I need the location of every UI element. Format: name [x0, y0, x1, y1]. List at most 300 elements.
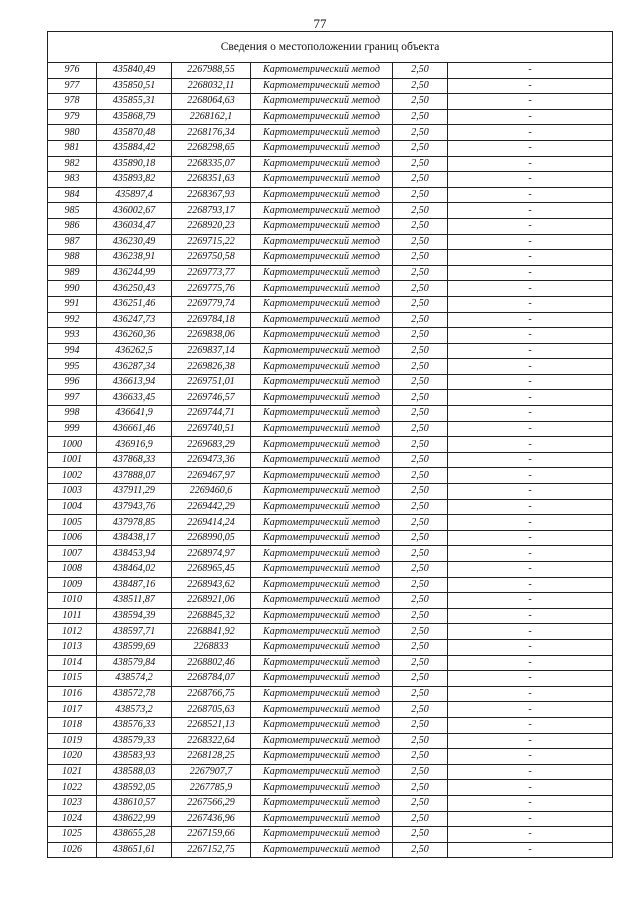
note-cell: - [448, 764, 613, 780]
y-coordinate-cell: 2268793,17 [172, 203, 251, 219]
accuracy-cell: 2,50 [393, 437, 448, 453]
table-row [48, 795, 613, 811]
table-row [48, 312, 613, 328]
note-cell: - [448, 515, 613, 531]
table-row [48, 686, 613, 702]
accuracy-cell: 2,50 [393, 702, 448, 718]
table-title: Сведения о местоположении границ объекта [48, 32, 613, 63]
method-cell: Картометрический метод [251, 374, 393, 390]
x-coordinate-cell: 436230,49 [97, 234, 172, 250]
table-row [48, 515, 613, 531]
x-coordinate-cell: 436613,94 [97, 374, 172, 390]
y-coordinate-cell: 2269837,14 [172, 343, 251, 359]
accuracy-cell: 2,50 [393, 733, 448, 749]
table-row [48, 717, 613, 733]
x-coordinate-cell: 436034,47 [97, 218, 172, 234]
point-number-cell: 979 [48, 109, 97, 125]
note-cell: - [448, 125, 613, 141]
table-row [48, 328, 613, 344]
note-cell: - [448, 359, 613, 375]
accuracy-cell: 2,50 [393, 94, 448, 110]
method-cell: Картометрический метод [251, 468, 393, 484]
accuracy-cell: 2,50 [393, 109, 448, 125]
note-cell: - [448, 780, 613, 796]
table-row [48, 546, 613, 562]
note-cell: - [448, 671, 613, 687]
note-cell: - [448, 312, 613, 328]
method-cell: Картометрический метод [251, 406, 393, 422]
note-cell: - [448, 218, 613, 234]
y-coordinate-cell: 2269838,06 [172, 328, 251, 344]
method-cell: Картометрический метод [251, 842, 393, 858]
accuracy-cell: 2,50 [393, 140, 448, 156]
table-header-row [48, 32, 613, 63]
y-coordinate-cell: 2268176,34 [172, 125, 251, 141]
note-cell: - [448, 172, 613, 188]
method-cell: Картометрический метод [251, 639, 393, 655]
point-number-cell: 1024 [48, 811, 97, 827]
accuracy-cell: 2,50 [393, 234, 448, 250]
x-coordinate-cell: 436661,46 [97, 421, 172, 437]
x-coordinate-cell: 436633,45 [97, 390, 172, 406]
x-coordinate-cell: 436244,99 [97, 265, 172, 281]
y-coordinate-cell: 2268845,32 [172, 608, 251, 624]
method-cell: Картометрический метод [251, 296, 393, 312]
accuracy-cell: 2,50 [393, 452, 448, 468]
method-cell: Картометрический метод [251, 546, 393, 562]
point-number-cell: 980 [48, 125, 97, 141]
y-coordinate-cell: 2269473,36 [172, 452, 251, 468]
note-cell: - [448, 655, 613, 671]
x-coordinate-cell: 435884,42 [97, 140, 172, 156]
note-cell: - [448, 811, 613, 827]
y-coordinate-cell: 2267785,9 [172, 780, 251, 796]
table-row [48, 156, 613, 172]
point-number-cell: 1002 [48, 468, 97, 484]
note-cell: - [448, 78, 613, 94]
point-number-cell: 1008 [48, 562, 97, 578]
x-coordinate-cell: 436251,46 [97, 296, 172, 312]
note-cell: - [448, 717, 613, 733]
accuracy-cell: 2,50 [393, 577, 448, 593]
boundary-coordinates-table [47, 31, 613, 858]
table-row [48, 63, 613, 79]
point-number-cell: 998 [48, 406, 97, 422]
note-cell: - [448, 406, 613, 422]
accuracy-cell: 2,50 [393, 390, 448, 406]
x-coordinate-cell: 436287,34 [97, 359, 172, 375]
note-cell: - [448, 749, 613, 765]
point-number-cell: 976 [48, 63, 97, 79]
note-cell: - [448, 795, 613, 811]
table-row [48, 764, 613, 780]
y-coordinate-cell: 2268965,45 [172, 562, 251, 578]
method-cell: Картометрический метод [251, 671, 393, 687]
accuracy-cell: 2,50 [393, 842, 448, 858]
method-cell: Картометрический метод [251, 733, 393, 749]
method-cell: Картометрический метод [251, 452, 393, 468]
accuracy-cell: 2,50 [393, 484, 448, 500]
accuracy-cell: 2,50 [393, 530, 448, 546]
accuracy-cell: 2,50 [393, 296, 448, 312]
note-cell: - [448, 265, 613, 281]
y-coordinate-cell: 2269779,74 [172, 296, 251, 312]
note-cell: - [448, 499, 613, 515]
accuracy-cell: 2,50 [393, 421, 448, 437]
note-cell: - [448, 63, 613, 79]
accuracy-cell: 2,50 [393, 172, 448, 188]
point-number-cell: 985 [48, 203, 97, 219]
table-row [48, 530, 613, 546]
method-cell: Картометрический метод [251, 811, 393, 827]
table-row [48, 218, 613, 234]
accuracy-cell: 2,50 [393, 468, 448, 484]
x-coordinate-cell: 438579,33 [97, 733, 172, 749]
note-cell: - [448, 421, 613, 437]
y-coordinate-cell: 2269773,77 [172, 265, 251, 281]
x-coordinate-cell: 435868,79 [97, 109, 172, 125]
x-coordinate-cell: 438594,39 [97, 608, 172, 624]
y-coordinate-cell: 2268128,25 [172, 749, 251, 765]
table-row [48, 655, 613, 671]
y-coordinate-cell: 2269442,29 [172, 499, 251, 515]
note-cell: - [448, 140, 613, 156]
note-cell: - [448, 250, 613, 266]
point-number-cell: 1007 [48, 546, 97, 562]
y-coordinate-cell: 2268521,13 [172, 717, 251, 733]
note-cell: - [448, 94, 613, 110]
note-cell: - [448, 577, 613, 593]
table-row [48, 125, 613, 141]
table-row [48, 499, 613, 515]
note-cell: - [448, 702, 613, 718]
y-coordinate-cell: 2268335,07 [172, 156, 251, 172]
note-cell: - [448, 374, 613, 390]
table-row [48, 608, 613, 624]
x-coordinate-cell: 438583,93 [97, 749, 172, 765]
method-cell: Картометрический метод [251, 140, 393, 156]
point-number-cell: 999 [48, 421, 97, 437]
y-coordinate-cell: 2268322,64 [172, 733, 251, 749]
y-coordinate-cell: 2268943,62 [172, 577, 251, 593]
x-coordinate-cell: 437978,85 [97, 515, 172, 531]
table-row [48, 265, 613, 281]
x-coordinate-cell: 438464,02 [97, 562, 172, 578]
note-cell: - [448, 546, 613, 562]
accuracy-cell: 2,50 [393, 250, 448, 266]
y-coordinate-cell: 2268784,07 [172, 671, 251, 687]
y-coordinate-cell: 2269746,57 [172, 390, 251, 406]
y-coordinate-cell: 2269683,29 [172, 437, 251, 453]
y-coordinate-cell: 2269414,24 [172, 515, 251, 531]
x-coordinate-cell: 437868,33 [97, 452, 172, 468]
accuracy-cell: 2,50 [393, 63, 448, 79]
point-number-cell: 1021 [48, 764, 97, 780]
x-coordinate-cell: 438588,03 [97, 764, 172, 780]
accuracy-cell: 2,50 [393, 717, 448, 733]
y-coordinate-cell: 2268367,93 [172, 187, 251, 203]
point-number-cell: 1018 [48, 717, 97, 733]
method-cell: Картометрический метод [251, 218, 393, 234]
x-coordinate-cell: 438655,28 [97, 827, 172, 843]
y-coordinate-cell: 2269467,97 [172, 468, 251, 484]
table-row [48, 296, 613, 312]
accuracy-cell: 2,50 [393, 546, 448, 562]
note-cell: - [448, 468, 613, 484]
x-coordinate-cell: 437888,07 [97, 468, 172, 484]
method-cell: Картометрический метод [251, 593, 393, 609]
accuracy-cell: 2,50 [393, 187, 448, 203]
method-cell: Картометрический метод [251, 390, 393, 406]
point-number-cell: 996 [48, 374, 97, 390]
method-cell: Картометрический метод [251, 562, 393, 578]
method-cell: Картометрический метод [251, 265, 393, 281]
x-coordinate-cell: 438453,94 [97, 546, 172, 562]
note-cell: - [448, 296, 613, 312]
method-cell: Картометрический метод [251, 109, 393, 125]
accuracy-cell: 2,50 [393, 780, 448, 796]
x-coordinate-cell: 438651,61 [97, 842, 172, 858]
method-cell: Картометрический метод [251, 203, 393, 219]
method-cell: Картометрический метод [251, 328, 393, 344]
y-coordinate-cell: 2268920,23 [172, 218, 251, 234]
point-number-cell: 1012 [48, 624, 97, 640]
table-row [48, 639, 613, 655]
table-row [48, 94, 613, 110]
method-cell: Картометрический метод [251, 624, 393, 640]
table-row [48, 624, 613, 640]
table-row [48, 593, 613, 609]
table-row [48, 749, 613, 765]
point-number-cell: 1022 [48, 780, 97, 796]
method-cell: Картометрический метод [251, 764, 393, 780]
y-coordinate-cell: 2268990,05 [172, 530, 251, 546]
point-number-cell: 1004 [48, 499, 97, 515]
note-cell: - [448, 842, 613, 858]
x-coordinate-cell: 436260,36 [97, 328, 172, 344]
point-number-cell: 994 [48, 343, 97, 359]
method-cell: Картометрический метод [251, 156, 393, 172]
table-row [48, 172, 613, 188]
method-cell: Картометрический метод [251, 702, 393, 718]
accuracy-cell: 2,50 [393, 624, 448, 640]
method-cell: Картометрический метод [251, 172, 393, 188]
point-number-cell: 1003 [48, 484, 97, 500]
table-row [48, 452, 613, 468]
y-coordinate-cell: 2267566,29 [172, 795, 251, 811]
point-number-cell: 1020 [48, 749, 97, 765]
y-coordinate-cell: 2267152,75 [172, 842, 251, 858]
accuracy-cell: 2,50 [393, 406, 448, 422]
table-row [48, 203, 613, 219]
accuracy-cell: 2,50 [393, 515, 448, 531]
method-cell: Картометрический метод [251, 780, 393, 796]
method-cell: Картометрический метод [251, 343, 393, 359]
x-coordinate-cell: 438573,2 [97, 702, 172, 718]
method-cell: Картометрический метод [251, 608, 393, 624]
y-coordinate-cell: 2268032,11 [172, 78, 251, 94]
point-number-cell: 1011 [48, 608, 97, 624]
table-row [48, 140, 613, 156]
point-number-cell: 986 [48, 218, 97, 234]
note-cell: - [448, 234, 613, 250]
x-coordinate-cell: 435870,48 [97, 125, 172, 141]
method-cell: Картометрический метод [251, 234, 393, 250]
x-coordinate-cell: 438622,99 [97, 811, 172, 827]
table-row [48, 406, 613, 422]
x-coordinate-cell: 437943,76 [97, 499, 172, 515]
accuracy-cell: 2,50 [393, 312, 448, 328]
y-coordinate-cell: 2269744,71 [172, 406, 251, 422]
y-coordinate-cell: 2267436,96 [172, 811, 251, 827]
x-coordinate-cell: 438572,78 [97, 686, 172, 702]
note-cell: - [448, 281, 613, 297]
y-coordinate-cell: 2268833 [172, 639, 251, 655]
method-cell: Картометрический метод [251, 655, 393, 671]
y-coordinate-cell: 2269775,76 [172, 281, 251, 297]
table-row [48, 187, 613, 203]
table-row [48, 421, 613, 437]
x-coordinate-cell: 438438,17 [97, 530, 172, 546]
method-cell: Картометрический метод [251, 312, 393, 328]
table-row [48, 468, 613, 484]
accuracy-cell: 2,50 [393, 827, 448, 843]
note-cell: - [448, 328, 613, 344]
y-coordinate-cell: 2268064,63 [172, 94, 251, 110]
y-coordinate-cell: 2268841,92 [172, 624, 251, 640]
accuracy-cell: 2,50 [393, 281, 448, 297]
method-cell: Картометрический метод [251, 827, 393, 843]
method-cell: Картометрический метод [251, 421, 393, 437]
table-row [48, 343, 613, 359]
y-coordinate-cell: 2269460,6 [172, 484, 251, 500]
note-cell: - [448, 562, 613, 578]
point-number-cell: 982 [48, 156, 97, 172]
table-row [48, 842, 613, 858]
y-coordinate-cell: 2269751,01 [172, 374, 251, 390]
table-row [48, 374, 613, 390]
note-cell: - [448, 639, 613, 655]
point-number-cell: 1006 [48, 530, 97, 546]
accuracy-cell: 2,50 [393, 593, 448, 609]
point-number-cell: 990 [48, 281, 97, 297]
x-coordinate-cell: 436247,73 [97, 312, 172, 328]
table-row [48, 780, 613, 796]
table-row [48, 671, 613, 687]
point-number-cell: 1000 [48, 437, 97, 453]
x-coordinate-cell: 435897,4 [97, 187, 172, 203]
x-coordinate-cell: 435890,18 [97, 156, 172, 172]
point-number-cell: 977 [48, 78, 97, 94]
accuracy-cell: 2,50 [393, 125, 448, 141]
method-cell: Картометрический метод [251, 78, 393, 94]
x-coordinate-cell: 438574,2 [97, 671, 172, 687]
note-cell: - [448, 624, 613, 640]
method-cell: Картометрический метод [251, 530, 393, 546]
x-coordinate-cell: 436250,43 [97, 281, 172, 297]
x-coordinate-cell: 438592,05 [97, 780, 172, 796]
point-number-cell: 988 [48, 250, 97, 266]
point-number-cell: 1017 [48, 702, 97, 718]
note-cell: - [448, 827, 613, 843]
y-coordinate-cell: 2269826,38 [172, 359, 251, 375]
method-cell: Картометрический метод [251, 686, 393, 702]
y-coordinate-cell: 2268298,65 [172, 140, 251, 156]
y-coordinate-cell: 2268921,06 [172, 593, 251, 609]
method-cell: Картометрический метод [251, 749, 393, 765]
point-number-cell: 978 [48, 94, 97, 110]
table-row [48, 702, 613, 718]
table-row [48, 109, 613, 125]
table-row [48, 234, 613, 250]
accuracy-cell: 2,50 [393, 499, 448, 515]
point-number-cell: 1023 [48, 795, 97, 811]
accuracy-cell: 2,50 [393, 608, 448, 624]
table-row [48, 250, 613, 266]
note-cell: - [448, 203, 613, 219]
x-coordinate-cell: 436238,91 [97, 250, 172, 266]
y-coordinate-cell: 2268162,1 [172, 109, 251, 125]
point-number-cell: 1001 [48, 452, 97, 468]
table-row [48, 390, 613, 406]
y-coordinate-cell: 2269715,22 [172, 234, 251, 250]
method-cell: Картометрический метод [251, 795, 393, 811]
y-coordinate-cell: 2267988,55 [172, 63, 251, 79]
method-cell: Картометрический метод [251, 281, 393, 297]
point-number-cell: 992 [48, 312, 97, 328]
point-number-cell: 1015 [48, 671, 97, 687]
y-coordinate-cell: 2267907,7 [172, 764, 251, 780]
point-number-cell: 1010 [48, 593, 97, 609]
y-coordinate-cell: 2268974,97 [172, 546, 251, 562]
x-coordinate-cell: 437911,29 [97, 484, 172, 500]
note-cell: - [448, 530, 613, 546]
y-coordinate-cell: 2268766,75 [172, 686, 251, 702]
accuracy-cell: 2,50 [393, 686, 448, 702]
x-coordinate-cell: 436002,67 [97, 203, 172, 219]
accuracy-cell: 2,50 [393, 764, 448, 780]
page-number: 77 [313, 16, 327, 31]
method-cell: Картометрический метод [251, 499, 393, 515]
point-number-cell: 983 [48, 172, 97, 188]
y-coordinate-cell: 2269740,51 [172, 421, 251, 437]
y-coordinate-cell: 2267159,66 [172, 827, 251, 843]
y-coordinate-cell: 2269784,18 [172, 312, 251, 328]
method-cell: Картометрический метод [251, 717, 393, 733]
accuracy-cell: 2,50 [393, 811, 448, 827]
method-cell: Картометрический метод [251, 484, 393, 500]
x-coordinate-cell: 435893,82 [97, 172, 172, 188]
point-number-cell: 1005 [48, 515, 97, 531]
table-row [48, 811, 613, 827]
x-coordinate-cell: 436641,9 [97, 406, 172, 422]
note-cell: - [448, 437, 613, 453]
y-coordinate-cell: 2269750,58 [172, 250, 251, 266]
x-coordinate-cell: 438511,87 [97, 593, 172, 609]
accuracy-cell: 2,50 [393, 359, 448, 375]
method-cell: Картометрический метод [251, 94, 393, 110]
point-number-cell: 1025 [48, 827, 97, 843]
table-row [48, 78, 613, 94]
table-row [48, 437, 613, 453]
method-cell: Картометрический метод [251, 63, 393, 79]
method-cell: Картометрический метод [251, 359, 393, 375]
x-coordinate-cell: 438599,69 [97, 639, 172, 655]
method-cell: Картометрический метод [251, 250, 393, 266]
accuracy-cell: 2,50 [393, 218, 448, 234]
point-number-cell: 1014 [48, 655, 97, 671]
point-number-cell: 981 [48, 140, 97, 156]
